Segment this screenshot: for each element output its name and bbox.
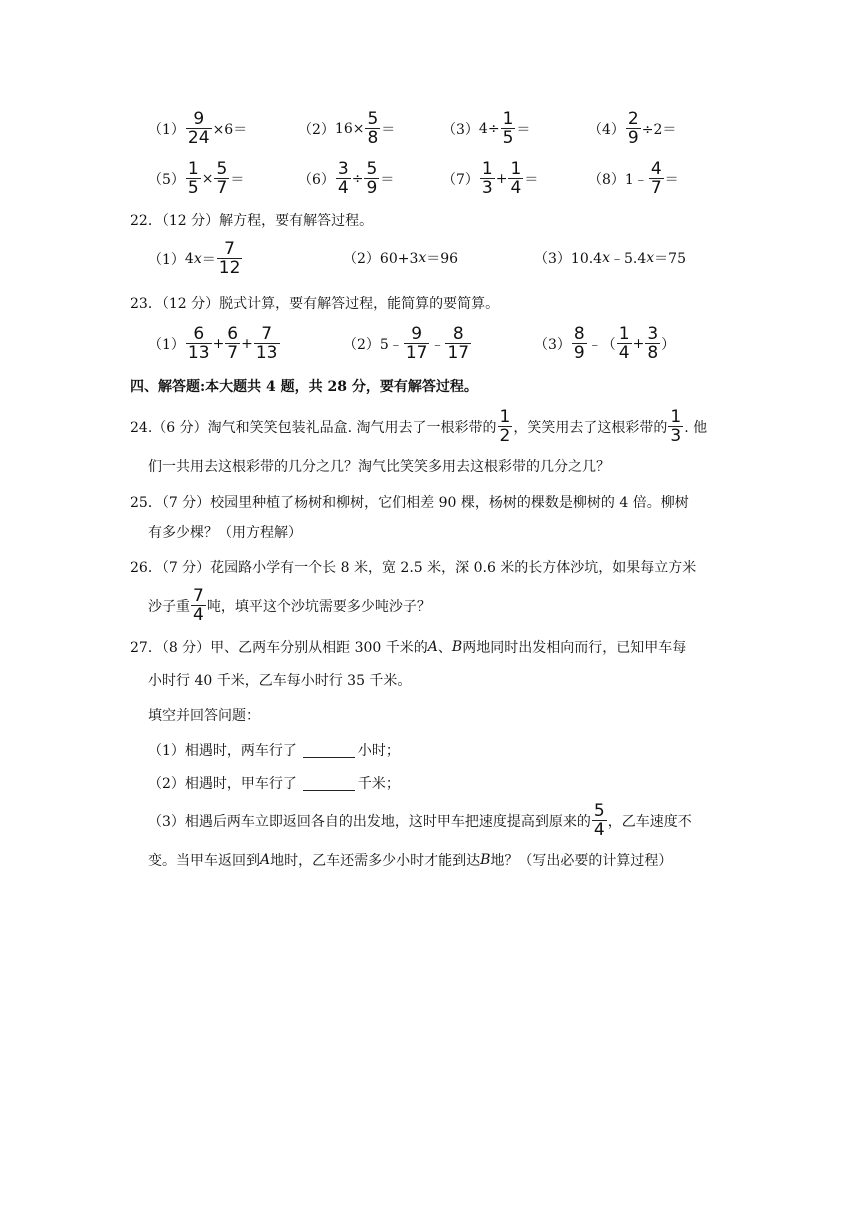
operator: + (495, 170, 508, 187)
variable: x (418, 250, 427, 266)
item-index: （3） (534, 336, 571, 353)
section-title: 四、解答题:本大题共 4 题，共 28 分，要有解答过程。 (130, 379, 478, 395)
question-text: 有多少棵？（用方程解） (148, 525, 302, 541)
numerator: 4 (650, 159, 662, 179)
fraction (592, 802, 607, 839)
numerator: 1 (618, 324, 630, 344)
denominator: 13 (255, 343, 278, 363)
numerator: 7 (224, 239, 235, 259)
question-27-instruction (148, 705, 260, 725)
question-text: 25．（7 分）校园里种植了杨树和柳树，它们相差 90 棵，杨树的棵数是柳树的 4 倍。柳树 (130, 495, 689, 511)
question-27-sub-1 (148, 740, 400, 760)
operator: ÷ (351, 170, 364, 187)
item-index: （1） (148, 251, 185, 268)
question-26-line-2 (148, 587, 431, 624)
fraction (645, 325, 660, 362)
numerator: 5 (593, 801, 605, 821)
point-label: A (260, 852, 271, 868)
expression-prefix: 1﹣ (624, 171, 648, 188)
numerator: 6 (193, 324, 205, 344)
expression-tail: ÷2＝ (641, 121, 677, 138)
calc-item-2 (298, 110, 395, 147)
calc-23-1 (148, 325, 281, 362)
question-text: 24.（6 分）淘气和笑笑包装礼品盒. 淘气用去了一根彩带的 (130, 419, 497, 436)
fraction (617, 325, 632, 362)
fraction (186, 325, 212, 362)
numerator: 1 (499, 407, 511, 427)
point-label: B (451, 639, 463, 655)
item-index: （2） (343, 336, 380, 353)
fraction (214, 160, 229, 197)
item-index: （3） (442, 121, 479, 138)
numerator: 6 (227, 324, 239, 344)
expression-tail: ×6＝ (212, 121, 248, 138)
fraction (217, 240, 243, 277)
numerator: 2 (627, 109, 639, 129)
separator: 、 (437, 640, 452, 656)
fraction (445, 325, 471, 362)
fraction (649, 160, 664, 197)
question-26-line-1 (130, 557, 696, 577)
question-25-line-1 (130, 492, 689, 512)
expression-tail: ＝ (664, 171, 679, 188)
numerator: 5 (366, 159, 378, 179)
fraction (364, 160, 379, 197)
denominator: 24 (187, 128, 210, 148)
question-text: （2）相遇时，甲车行了 (148, 776, 297, 792)
item-index: （8） (588, 171, 625, 188)
coefficient: 4 (184, 250, 194, 267)
fraction (365, 110, 380, 147)
expression-tail: ＝ (516, 121, 531, 138)
denominator: 7 (650, 178, 662, 198)
equals-sign: ＝ (201, 251, 216, 268)
fraction (186, 160, 201, 197)
fraction (480, 160, 495, 197)
expression-prefix: 16× (334, 120, 365, 137)
fraction (572, 325, 587, 362)
equation-3 (534, 248, 686, 268)
question-27-line-1 (130, 637, 686, 657)
equation-tail: ＝96 (426, 251, 459, 267)
calc-item-4 (588, 110, 676, 147)
question-25-line-2 (148, 522, 302, 542)
denominator: 3 (670, 426, 682, 446)
numerator: 7 (193, 586, 204, 606)
calc-item-1 (148, 110, 247, 147)
question-text: ，乙车速度不 (607, 813, 692, 830)
denominator: 4 (337, 178, 349, 198)
question-text: 两地同时出发相向而行，已知甲车每 (462, 640, 687, 656)
fraction (225, 325, 240, 362)
denominator: 3 (481, 178, 493, 198)
denominator: 8 (367, 128, 379, 148)
question-text: 地时，乙车还需多少小时才能到达 (270, 853, 481, 869)
question-text: . 他 (684, 419, 708, 436)
numerator: 1 (187, 159, 199, 179)
expression-tail: ＝ (381, 121, 396, 138)
numerator: 3 (647, 324, 659, 344)
answer-blank[interactable] (303, 776, 355, 791)
item-index: （1） (148, 121, 185, 138)
operator: + (241, 335, 253, 352)
fraction (626, 110, 641, 147)
question-23-heading (130, 293, 499, 313)
equation-2 (343, 248, 458, 268)
item-index: （5） (148, 171, 185, 188)
numerator: 1 (510, 159, 522, 179)
question-text: 23．（12 分）脱式计算，要有解答过程，能简算的要简算。 (130, 296, 500, 312)
fraction (336, 160, 351, 197)
operator: ﹣ (430, 336, 445, 353)
question-text: 22．（12 分）解方程，要有解答过程。 (130, 213, 374, 229)
item-index: （7） (442, 171, 479, 188)
question-text: ，笑笑用去了这根彩带的 (513, 419, 668, 436)
equation-1 (148, 240, 243, 277)
variable: x (646, 250, 655, 266)
denominator: 5 (187, 178, 199, 198)
equation-text: （2）60+3 (343, 251, 419, 267)
fraction (254, 325, 280, 362)
denominator: 7 (216, 178, 228, 198)
variable: x (193, 250, 202, 267)
item-index: （2） (298, 121, 335, 138)
denominator: 4 (193, 605, 204, 625)
expression-prefix: 5﹣ (379, 336, 403, 353)
fraction (508, 160, 523, 197)
answer-blank[interactable] (303, 743, 355, 758)
calc-item-5 (148, 160, 244, 197)
numerator: 8 (573, 324, 585, 344)
equation-text: （3）10.4 (534, 251, 603, 267)
denominator: 17 (447, 343, 470, 363)
denominator: 9 (366, 178, 378, 198)
numerator: 5 (216, 159, 228, 179)
expression-tail: ＝ (380, 171, 395, 188)
calc-23-2 (343, 325, 472, 362)
item-index: （1） (148, 336, 185, 353)
denominator: 8 (647, 343, 659, 363)
operator: ﹣（ (587, 336, 616, 353)
numerator: 8 (452, 324, 464, 344)
fraction (186, 110, 212, 147)
variable: x (602, 250, 610, 266)
item-index: （4） (588, 121, 625, 138)
calc-item-7 (442, 160, 538, 197)
question-text: 26．（7 分）花园路小学有一个长 8 米，宽 2.5 米，深 0.6 米的长方体沙坑，如果每立方米 (130, 560, 697, 576)
fraction (191, 587, 206, 624)
calc-item-6 (298, 160, 394, 197)
equation-middle: ﹣5.4 (610, 251, 647, 267)
fraction (668, 408, 683, 445)
question-text: 千米； (357, 776, 400, 792)
denominator: 5 (502, 128, 514, 148)
question-text: （3）相遇后两车立即返回各自的出发地，这时甲车把速度提高到原来的 (148, 813, 591, 830)
point-label: A (427, 639, 438, 655)
question-text: 小时； (357, 743, 400, 759)
denominator: 9 (573, 343, 585, 363)
denominator: 2 (499, 426, 511, 446)
question-text: 填空并回答问题： (148, 708, 260, 724)
close-paren: ） (661, 336, 676, 353)
numerator: 5 (367, 109, 379, 129)
denominator: 4 (510, 178, 522, 198)
numerator: 1 (670, 407, 682, 427)
numerator: 3 (337, 159, 349, 179)
question-text: 小时行 40 千米，乙车每小时行 35 千米。 (148, 673, 412, 689)
expression-tail: ＝ (524, 171, 539, 188)
numerator: 9 (411, 324, 423, 344)
fraction (501, 110, 516, 147)
expression-prefix: 4÷ (478, 120, 500, 137)
denominator: 17 (405, 343, 428, 363)
question-27-sub-3-line-2 (148, 850, 672, 870)
question-text: 吨，填平这个沙坑需要多少吨沙子？ (206, 598, 431, 615)
denominator: 4 (618, 343, 630, 363)
calc-23-3 (534, 325, 675, 362)
question-text: 27．（8 分）甲、乙两车分别从相距 300 千米的 (130, 640, 428, 656)
question-text: 们一共用去这根彩带的几分之几？淘气比笑笑多用去这根彩带的几分之几？ (148, 459, 610, 475)
numerator: 9 (193, 109, 205, 129)
question-27-sub-3 (148, 802, 692, 839)
item-index: （6） (298, 171, 335, 188)
question-text: 地？（写出必要的计算过程） (490, 853, 673, 869)
numerator: 7 (261, 324, 273, 344)
question-text: 变。当甲车返回到 (148, 853, 260, 869)
numerator: 1 (502, 109, 514, 129)
operator: + (212, 335, 225, 352)
expression-tail: ＝ (230, 171, 245, 188)
numerator: 1 (481, 159, 493, 179)
question-27-sub-2 (148, 773, 400, 793)
question-22-heading (130, 210, 373, 230)
equation-tail: ＝75 (654, 251, 686, 267)
denominator: 12 (218, 258, 241, 278)
denominator: 9 (627, 128, 639, 148)
question-text: 沙子重 (148, 598, 190, 615)
denominator: 13 (187, 343, 210, 363)
section-4-heading (130, 376, 478, 396)
question-27-line-2 (148, 670, 411, 690)
denominator: 4 (593, 820, 605, 840)
question-24-line-2 (148, 456, 610, 476)
question-24-line-1 (130, 408, 707, 445)
question-text: （1）相遇时，两车行了 (148, 743, 297, 759)
calc-item-3 (442, 110, 530, 147)
operator: × (201, 170, 214, 187)
fraction (404, 325, 430, 362)
denominator: 7 (227, 343, 239, 363)
operator: + (632, 335, 645, 352)
point-label: B (480, 852, 491, 868)
fraction (498, 408, 513, 445)
calc-item-8 (588, 160, 679, 197)
